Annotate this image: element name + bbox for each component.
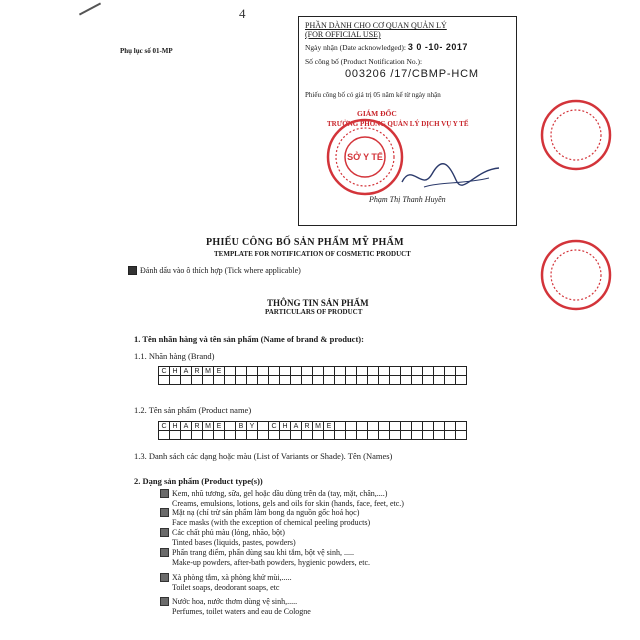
form-subtitle: TEMPLATE FOR NOTIFICATION OF COSMETIC PRODUCT: [214, 250, 411, 258]
letter-cell: [159, 431, 170, 440]
official-seal: [325, 117, 405, 197]
product-type-en: Perfumes, toilet waters and eau de Cologne: [172, 606, 311, 616]
letter-cell: [280, 367, 291, 376]
notification-number-label: Số công bố (Product Notification No.):: [305, 57, 423, 66]
letter-cell: [247, 367, 258, 376]
letter-cell: [170, 376, 181, 385]
letter-cell: [368, 376, 379, 385]
letter-cell: [423, 422, 434, 431]
letter-cell: H: [170, 367, 181, 376]
checkbox-icon[interactable]: [160, 528, 169, 537]
letter-cell: [412, 376, 423, 385]
letter-cell: [324, 367, 335, 376]
product-type-item: [160, 597, 311, 616]
letter-cell: [434, 422, 445, 431]
letter-cell: [401, 376, 412, 385]
letter-cell: [445, 431, 456, 440]
letter-cell: [225, 431, 236, 440]
product-type-item: [160, 489, 404, 508]
letter-cell: [269, 431, 280, 440]
particulars-title: THÔNG TIN SẢN PHẨM: [267, 298, 369, 308]
product-type-vn: Các chất phủ màu (lỏng, nhão, bột): [172, 528, 285, 537]
letter-cell: [203, 376, 214, 385]
letter-cell: [379, 431, 390, 440]
letter-cell: [214, 431, 225, 440]
letter-cell: [368, 431, 379, 440]
letter-cell: Y: [247, 422, 258, 431]
letter-cell: [368, 367, 379, 376]
side-seal-top: [536, 95, 616, 175]
letter-cell: [335, 422, 346, 431]
checkbox-icon[interactable]: [160, 508, 169, 517]
letter-cell: M: [203, 367, 214, 376]
product-type-item: [160, 573, 292, 592]
letter-cell: [214, 376, 225, 385]
letter-cell: [456, 367, 467, 376]
letter-cell: [291, 367, 302, 376]
variants-label: 1.3. Danh sách các dạng hoặc màu (List of Variants or Shade). Tên (Names): [134, 451, 393, 461]
letter-cell: M: [203, 422, 214, 431]
letter-cell: [346, 376, 357, 385]
letter-cell: [346, 422, 357, 431]
product-type-item: [160, 548, 370, 567]
letter-cell: [346, 431, 357, 440]
letter-cell: [280, 431, 291, 440]
brand-grid: [158, 366, 467, 385]
letter-cell: [379, 422, 390, 431]
product-type-en: Creams, emulsions, lotions, gels and oils for skin (hands, face, feet, etc.): [172, 498, 404, 508]
letter-cell: C: [159, 422, 170, 431]
letter-cell: [401, 367, 412, 376]
letter-cell: [258, 376, 269, 385]
checkbox-icon[interactable]: [160, 548, 169, 557]
letter-cell: E: [214, 422, 225, 431]
letter-cell: [236, 376, 247, 385]
product-type-en: Toilet soaps, deodorant soaps, etc: [172, 582, 280, 592]
letter-cell: [269, 367, 280, 376]
letter-cell: [390, 422, 401, 431]
product-type-vn: Phấn trang điểm, phấn dùng sau khi tắm, bột vệ sinh, .....: [172, 548, 354, 557]
letter-cell: [258, 431, 269, 440]
letter-cell: [445, 376, 456, 385]
letter-cell: [302, 376, 313, 385]
letter-cell: [159, 376, 170, 385]
letter-cell: [445, 367, 456, 376]
letter-cell: [225, 376, 236, 385]
signer-role: GIÁM ĐỐC: [357, 109, 397, 118]
letter-cell: [247, 431, 258, 440]
signer-name: Phạm Thị Thanh Huyền: [369, 195, 446, 204]
product-type-vn: Xà phòng tắm, xà phòng khử mùi,.....: [172, 573, 292, 582]
notification-number: 003206 /17/CBMP-HCM: [345, 68, 479, 80]
letter-cell: [379, 376, 390, 385]
particulars-subtitle: PARTICULARS OF PRODUCT: [265, 308, 363, 316]
letter-cell: [247, 376, 258, 385]
product-type-vn: Kem, nhũ tương, sữa, gel hoặc dầu dùng trên da (tay, mặt, chân,....): [172, 489, 388, 498]
letter-cell: [192, 376, 203, 385]
letter-cell: [390, 431, 401, 440]
official-use-box: [298, 16, 517, 226]
letter-cell: [313, 367, 324, 376]
product-grid: [158, 421, 467, 440]
letter-cell: [434, 376, 445, 385]
letter-cell: [401, 422, 412, 431]
checkbox-legend-icon: [128, 266, 137, 275]
letter-cell: [346, 367, 357, 376]
letter-cell: [181, 376, 192, 385]
letter-cell: [225, 422, 236, 431]
date-acknowledged: [305, 42, 468, 52]
letter-cell: H: [170, 422, 181, 431]
page-number: 4: [239, 6, 246, 21]
letter-cell: [291, 431, 302, 440]
official-title-vn: PHẦN DÀNH CHO CƠ QUAN QUẢN LÝ: [305, 21, 447, 30]
letter-cell: [390, 376, 401, 385]
letter-cell: [335, 431, 346, 440]
letter-cell: [324, 431, 335, 440]
letter-cell: R: [192, 422, 203, 431]
validity-note: Phiếu công bố có giá trị 05 năm kể từ ngày nhận: [305, 91, 441, 99]
letter-cell: E: [214, 367, 225, 376]
letter-cell: [456, 431, 467, 440]
letter-cell: [302, 431, 313, 440]
letter-cell: M: [313, 422, 324, 431]
letter-cell: E: [324, 422, 335, 431]
letter-cell: [456, 376, 467, 385]
letter-cell: R: [192, 367, 203, 376]
letter-cell: [390, 367, 401, 376]
letter-cell: [423, 431, 434, 440]
letter-cell: [170, 431, 181, 440]
letter-cell: [335, 376, 346, 385]
letter-cell: [225, 367, 236, 376]
product-type-item: [160, 528, 296, 547]
side-seal-bottom: [536, 235, 616, 315]
date-value: 3 0 -10- 2017: [407, 42, 468, 52]
letter-cell: [379, 367, 390, 376]
section-1-heading: 1. Tên nhãn hàng và tên sản phẩm (Name of brand & product):: [134, 334, 364, 344]
letter-cell: [401, 431, 412, 440]
product-type-vn: Nước hoa, nước thơm dùng vệ sinh,.....: [172, 597, 298, 606]
letter-cell: [258, 367, 269, 376]
brand-label: 1.1. Nhãn hàng (Brand): [134, 351, 215, 361]
letter-cell: [192, 431, 203, 440]
letter-cell: [423, 376, 434, 385]
letter-cell: [368, 422, 379, 431]
appendix-label: Phụ lục số 01-MP: [120, 47, 173, 55]
letter-cell: B: [236, 422, 247, 431]
letter-cell: [335, 367, 346, 376]
product-type-en: Face masks (with the exception of chemical peeling products): [172, 517, 371, 527]
pencil-mark: [79, 2, 101, 15]
letter-cell: [357, 367, 368, 376]
letter-cell: [434, 431, 445, 440]
letter-cell: [291, 376, 302, 385]
official-title-en: (FOR OFFICIAL USE): [305, 30, 381, 39]
letter-cell: [181, 431, 192, 440]
tick-note: Đánh dấu vào ô thích hợp (Tick where applicable): [140, 266, 301, 275]
letter-cell: [302, 367, 313, 376]
letter-cell: [412, 422, 423, 431]
date-label: Ngày nhận (Date acknowledged):: [305, 43, 407, 52]
letter-cell: [313, 376, 324, 385]
letter-cell: C: [159, 367, 170, 376]
letter-cell: [324, 376, 335, 385]
checkbox-icon[interactable]: [160, 573, 169, 582]
letter-cell: [258, 422, 269, 431]
letter-cell: [280, 376, 291, 385]
letter-cell: [357, 376, 368, 385]
letter-cell: [357, 422, 368, 431]
form-title: PHIẾU CÔNG BỐ SẢN PHẨM MỸ PHẨM: [206, 237, 404, 248]
letter-cell: [412, 367, 423, 376]
product-type-en: Tinted bases (liquids, pastes, powders): [172, 537, 296, 547]
checkbox-icon[interactable]: [160, 489, 169, 498]
product-type-en: Make-up powders, after-bath powders, hygienic powders, etc.: [172, 557, 370, 567]
letter-cell: [434, 367, 445, 376]
product-label: 1.2. Tên sản phẩm (Product name): [134, 405, 252, 415]
seal-text: SỞ Y TẾ: [347, 152, 383, 162]
product-type-item: [160, 508, 370, 527]
letter-cell: H: [280, 422, 291, 431]
letter-cell: [423, 367, 434, 376]
letter-cell: A: [291, 422, 302, 431]
letter-cell: A: [181, 422, 192, 431]
product-type-vn: Mặt nạ (chỉ trừ sản phẩm làm bong da nguồn gốc hoá học): [172, 508, 360, 517]
letter-cell: [445, 422, 456, 431]
tick-instruction: [128, 266, 301, 275]
letter-cell: [269, 376, 280, 385]
letter-cell: [357, 431, 368, 440]
checkbox-icon[interactable]: [160, 597, 169, 606]
letter-cell: [456, 422, 467, 431]
letter-cell: A: [181, 367, 192, 376]
section-2-heading: 2. Dạng sản phẩm (Product type(s)): [134, 476, 263, 486]
signer-office: TRƯỞNG PHÒNG QUẢN LÝ DỊCH VỤ Y TẾ: [327, 120, 469, 128]
letter-cell: [203, 431, 214, 440]
letter-cell: C: [269, 422, 280, 431]
letter-cell: [236, 367, 247, 376]
letter-cell: R: [302, 422, 313, 431]
letter-cell: [412, 431, 423, 440]
letter-cell: [313, 431, 324, 440]
letter-cell: [236, 431, 247, 440]
